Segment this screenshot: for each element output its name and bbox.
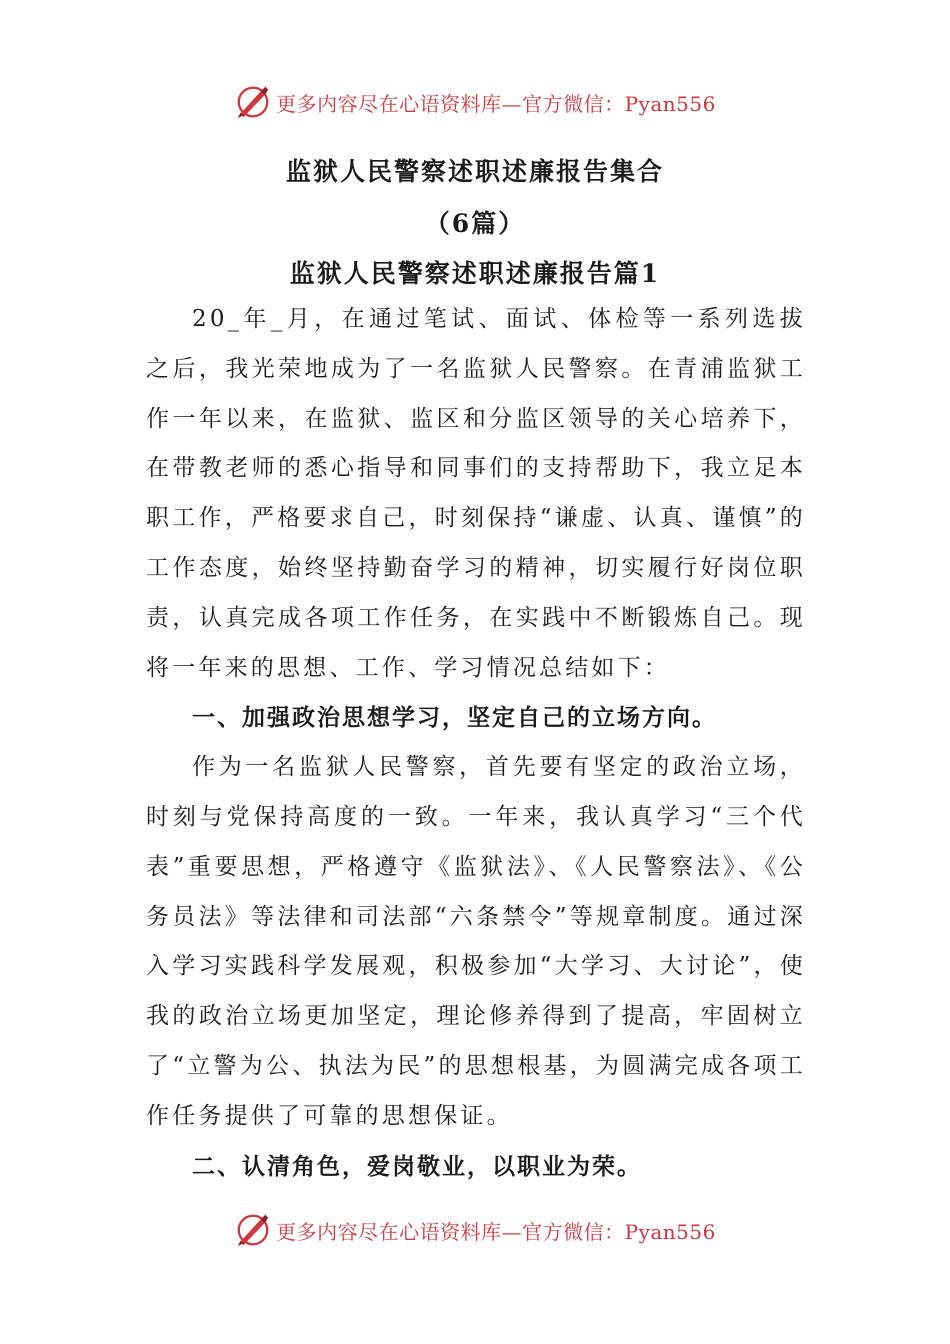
paragraph-politics: 作为一名监狱人民警察，首先要有坚定的政治立场，时刻与党保持高度的一致。一年来，我认真学习“三个代表”重要思想，严格遵守《监狱法》、《人民警察法》、《公务员法》等法律和司法部“六条禁令”等规章制度。通过深入学习实践科学发展观，积极参加“大学习、大讨论”，使我的政治立场更加坚定，理论修养得到了提高，牢固树立了“立警为公、执法为民”的思想根基，为圆满完成各项工作任务提供了可靠的思想保证。 xyxy=(146,754,806,1129)
section-title: 监狱人民警察述职述廉报告篇1 xyxy=(289,259,661,288)
pen-logo-icon xyxy=(234,1211,272,1249)
heading-role: 二、认清角色，爱岗敬业，以职业为荣。 xyxy=(192,1152,642,1180)
watermark-header xyxy=(0,82,950,122)
paragraph-intro: 20_年_月，在通过笔试、面试、体检等一系列选拔之后，我光荣地成为了一名监狱人民警察。在青浦监狱工作一年以来，在监狱、监区和分监区领导的关心培养下，在带教老师的悉心指导和同事们的支持帮助下，我立足本职工作，严格要求自己，时刻保持“谦虚、认真、谨慎”的工作态度，始终坚持勤奋学习的精神，切实履行好岗位职责，认真完成各项工作任务，在实践中不断锻炼自己。现将一年来的思想、工作、学习情况总结如下： xyxy=(146,306,806,681)
document-body xyxy=(146,295,806,1191)
document-subtitle: （6篇） xyxy=(424,209,526,238)
document-title: 监狱人民警察述职述廉报告集合 xyxy=(285,157,664,186)
watermark-footer xyxy=(0,1210,950,1250)
pen-logo-icon xyxy=(234,83,272,121)
heading-politics: 一、加强政治思想学习，坚定自己的立场方向。 xyxy=(192,704,717,732)
watermark-text: 更多内容尽在心语资料库—官方微信：Pyan556 xyxy=(276,91,716,116)
watermark-text: 更多内容尽在心语资料库—官方微信：Pyan556 xyxy=(276,1219,716,1244)
